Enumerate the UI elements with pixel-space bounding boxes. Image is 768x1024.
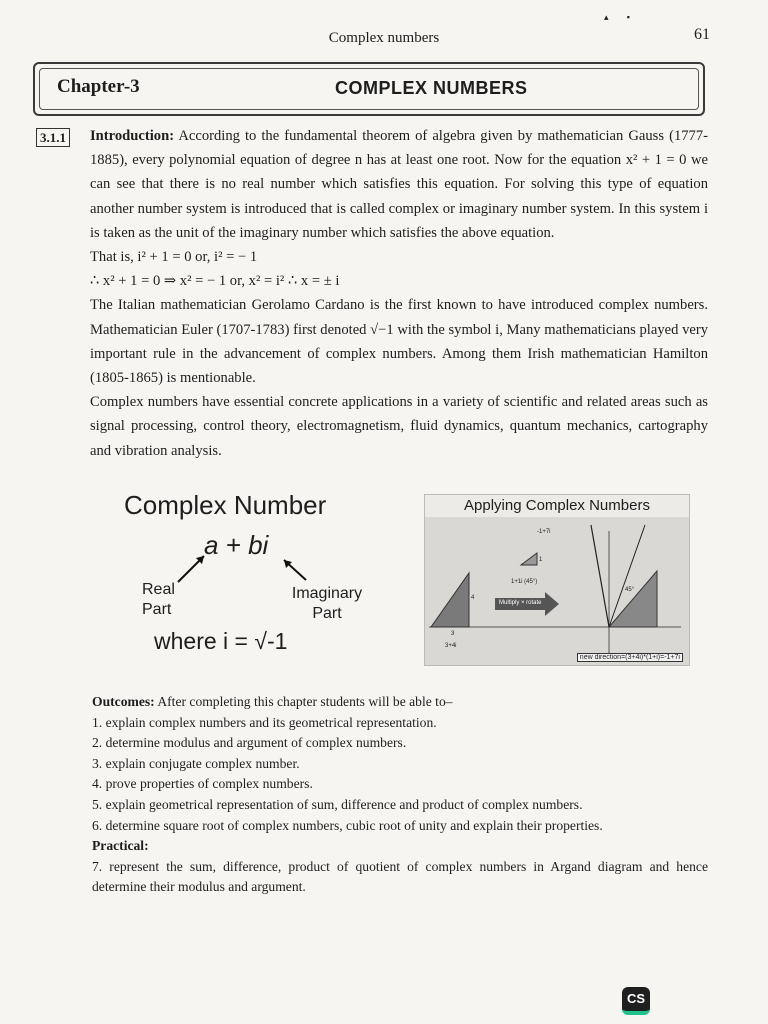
label-45-degrees: 45° xyxy=(625,587,635,593)
outcome-item: 3. explain conjugate complex number. xyxy=(92,755,300,771)
label-1-1i: 1+1i (45°) xyxy=(511,579,538,585)
practical-item: 7. represent the sum, difference, product of quotient of complex numbers in Argand diagram and hence determine their modulus and argument. xyxy=(92,858,708,895)
triangle-3-4i xyxy=(431,573,469,627)
figure2-footer: new direction=(3+4i)*(1+i)=-1+7i xyxy=(577,653,683,662)
practical-heading xyxy=(92,836,708,857)
result-vector xyxy=(591,525,609,627)
formula-therefore: ∴ x² + 1 = 0 ⇒ x² = − 1 or, x² = i² ∴ x = ± i xyxy=(90,273,340,290)
applications-paragraph: Complex numbers have essential concrete applications in a variety of scientific and related areas such as signal processing, control theory, electromagnetism, fluid dynamics, quantum mechanics, cartography and vibration analysis. xyxy=(90,394,708,459)
chapter-title: COMPLEX NUMBERS xyxy=(335,78,528,98)
figure-where-definition: where i = √-1 xyxy=(154,628,288,654)
outcomes-heading: Outcomes: xyxy=(92,694,155,709)
running-header: Complex numbers xyxy=(328,30,440,46)
complex-number-figure xyxy=(100,488,400,668)
triangle-1-1i xyxy=(521,553,537,565)
practical-heading-text: Practical: xyxy=(92,838,149,854)
outcome-item: 1. explain complex numbers and its geometrical representation. xyxy=(92,714,437,730)
outcome-item: 2. determine modulus and argument of complex numbers. xyxy=(92,735,407,751)
outcomes-section xyxy=(92,692,708,898)
label-four: 4 xyxy=(471,595,475,601)
intro-text: According to the fundamental theorem of algebra given by mathematician Gauss (1777-1885), every polynomial equation of degree n has at least one root. Now for the equation x² + 1 = 0 we can see that there is no real number which satisfies this equation. For solving this type of equation another number system is introduced that is called complex or imaginary number system. In this system i is taken as the unit of the imaginary number which satisfies the above equation. xyxy=(90,128,708,241)
outcome-item: 5. explain geometrical representation of sum, difference and product of complex numbers. xyxy=(92,796,583,812)
cardano-paragraph: The Italian mathematician Gerolamo Cardano is the first known to have introduced complex numbers. Mathematician Euler (1707-1783) first denoted √−1 with the symbol i, Many mathematicians played very important rule in the advancement of complex numbers. Among them Irish mathematician Hamilton (1805-1865) is mentionable. xyxy=(90,297,708,387)
page-number: 61 xyxy=(694,26,710,43)
introduction-body xyxy=(90,124,708,463)
applying-complex-numbers-figure xyxy=(424,494,690,666)
real-part-label: Real Part xyxy=(142,581,175,618)
label-minus1-7i: -1+7i xyxy=(537,529,551,535)
label-one: 1 xyxy=(539,557,543,563)
multiply-arrow-head xyxy=(545,592,559,616)
label-3-4i: 3+4i xyxy=(445,643,457,649)
imaginary-part-label: Imaginary Part xyxy=(291,585,363,622)
rotated-triangle xyxy=(609,571,657,627)
label-three: 3 xyxy=(451,631,455,637)
chapter-banner xyxy=(33,62,705,116)
outcomes-intro: After completing this chapter students will be able to– xyxy=(157,694,453,709)
figure-title: Complex Number xyxy=(124,490,327,520)
outcome-item: 6. determine square root of complex numbers, cubic root of unity and explain their properties. xyxy=(92,817,603,833)
figure2-title: Applying Complex Numbers xyxy=(425,495,689,517)
multiply-arrow-text: Multiply × rotate xyxy=(499,600,542,606)
scan-specks: ▴ ▪ xyxy=(604,12,638,22)
intro-heading: Introduction: xyxy=(90,128,175,144)
outcome-item: 4. prove properties of complex numbers. xyxy=(92,776,313,792)
intro-paragraph xyxy=(90,124,708,245)
outcomes-intro-line xyxy=(92,692,708,713)
figure-expression: a + bi xyxy=(204,530,269,560)
section-number: 3.1.1 xyxy=(36,128,70,147)
figure2-diagram xyxy=(425,495,689,665)
chapter-label: Chapter-3 xyxy=(57,76,140,97)
formula-that-is: That is, i² + 1 = 0 or, i² = − 1 xyxy=(90,249,258,266)
camscanner-badge: CS xyxy=(622,987,650,1015)
